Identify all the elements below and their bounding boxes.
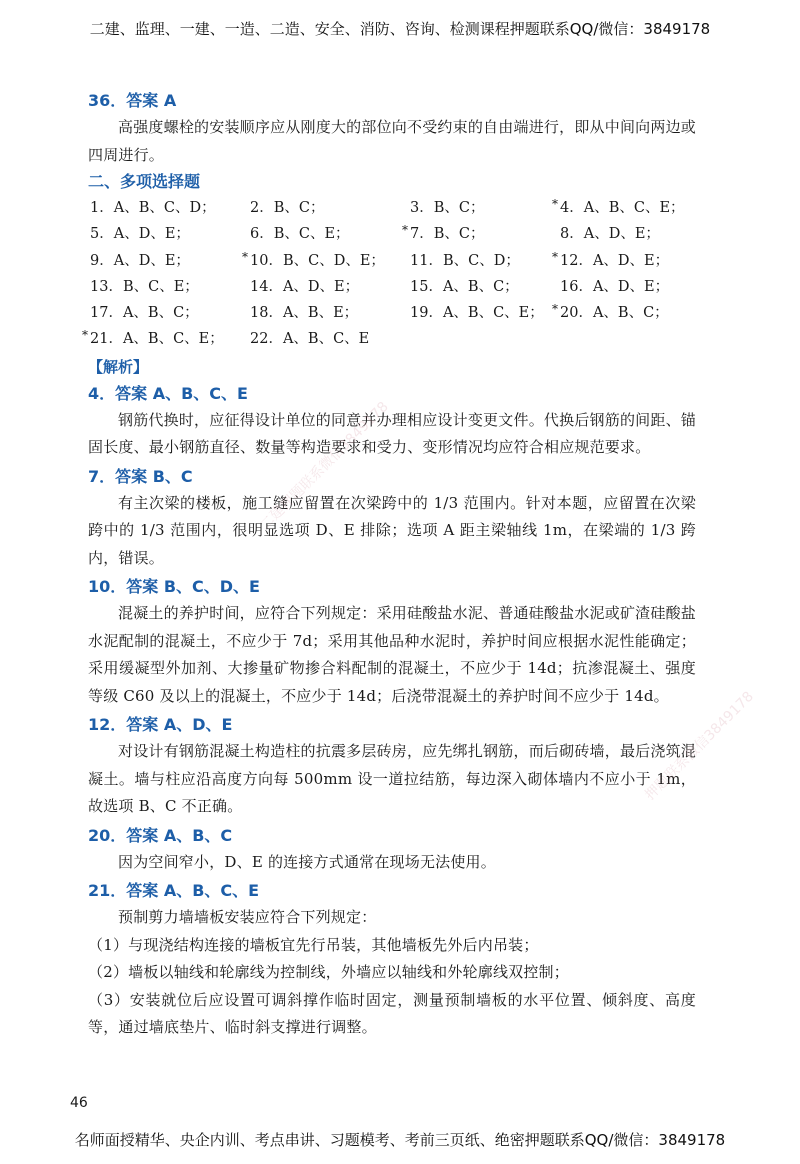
explanation-paragraph: （1）与现浇结构连接的墙板宜先行吊装，其他墙板先外后内吊装； xyxy=(88,935,539,954)
page-number: 46 xyxy=(70,1095,88,1111)
page-content xyxy=(82,90,696,1042)
answer-key-item xyxy=(402,221,558,247)
answer-key-item xyxy=(248,221,408,247)
explanation-heading: 4．答案 A、B、C、E xyxy=(88,383,248,403)
answer-key-text: 10．B、C、D、E； xyxy=(250,252,385,269)
answer-key-item xyxy=(88,221,248,247)
answer-key-item xyxy=(408,248,558,274)
answer-key-text: 15．A、B、C； xyxy=(410,278,519,295)
star-marker: * xyxy=(82,328,88,343)
answer-key-text: 4．A、B、C、E； xyxy=(560,200,685,216)
explanation-block xyxy=(88,825,696,877)
explanation-paragraph: 有主次梁的楼板，施工缝应留置在次梁跨中的 1/3 范围内。针对本题，应留置在次梁跨中的 1/3 范围内，很明显选项 D、E 排除；选项 A 距主梁轴线 1m，在梁端的 1/3 跨内，错误。 xyxy=(88,493,696,567)
answer-key-item xyxy=(88,248,248,274)
answer-key-text: 18．A、B、E； xyxy=(250,305,359,322)
answer-key-text: 12．A、D、E； xyxy=(560,252,670,269)
star-marker: * xyxy=(552,302,558,317)
answer-paragraph: 高强度螺栓的安装顺序应从刚度大的部位向不受约束的自由端进行，即从中间向两边或四周进行。 xyxy=(88,118,696,164)
star-marker: * xyxy=(552,197,558,211)
answer-heading: 36．答案 A xyxy=(88,91,177,110)
explanation-paragraph: 对设计有钢筋混凝土构造柱的抗震多层砖房，应先绑扎钢筋，而后砌砖墙，最后浇筑混凝土。墙与柱应沿高度方向每 500mm 设一道拉结筋，每边深入砌体墙内不应小于 1m，故选项 B、C 不正确。 xyxy=(88,742,696,816)
answer-key-text: 13．B、C、E； xyxy=(90,278,199,295)
answer-key-text: 11．B、C、D； xyxy=(410,252,520,269)
answer-key-item xyxy=(248,326,408,352)
star-marker: * xyxy=(552,249,558,264)
explanation-paragraph: 钢筋代换时，应征得设计单位的同意并办理相应设计变更文件。代换后钢筋的间距、锚固长度、最小钢筋直径、数量等构造要求和受力、变形情况均应符合相应规范要求。 xyxy=(88,410,696,457)
answer-key-text: 14．A、D、E； xyxy=(250,278,360,295)
explanation-heading: 20．答案 A、B、C xyxy=(88,825,233,845)
answer-key-item xyxy=(248,195,408,221)
answer-key-item xyxy=(558,221,696,247)
answer-key-item xyxy=(88,195,248,221)
answer-key-text: 2．B、C； xyxy=(250,200,325,216)
explanation-block xyxy=(88,383,696,462)
answer-key-text: 17．A、B、C； xyxy=(90,305,199,322)
section-title-multiple-choice: 二、多项选择题 xyxy=(88,172,201,191)
answer-key-item xyxy=(552,300,696,326)
explanation-block xyxy=(88,466,696,573)
answer-key-item xyxy=(248,274,408,300)
analysis-label: 【解析】 xyxy=(88,357,149,376)
answer-key-item xyxy=(552,195,696,221)
explanation-paragraph: （3）安装就位后应设置可调斜撑作临时固定，测量预制墙板的水平位置、倾斜度、高度等，通过墙底垫片、临时斜支撑进行调整。 xyxy=(88,990,696,1037)
answer-key-text: 5．A、D、E； xyxy=(90,226,190,243)
watermark: 二建押题联系微信3849178 xyxy=(257,398,392,534)
explanation-heading: 21．答案 A、B、C、E xyxy=(88,881,260,901)
explanation-paragraph: 因为空间窄小，D、E 的连接方式通常在现场无法使用。 xyxy=(118,852,496,871)
answer-key-text: 8．A、D、E； xyxy=(560,226,660,243)
answer-key-item xyxy=(408,274,558,300)
answer-key-text: 19．A、B、C、E； xyxy=(410,305,544,322)
answer-key-item xyxy=(248,300,408,326)
star-marker: * xyxy=(242,249,248,264)
header-banner: 二建、监理、一建、一造、二造、安全、消防、咨询、检测课程押题联系QQ/微信：3849178 xyxy=(89,20,711,38)
star-marker: * xyxy=(402,223,408,238)
explanation-heading: 10．答案 B、C、D、E xyxy=(88,577,260,597)
answer-key-item xyxy=(558,274,696,300)
explanation-block xyxy=(88,576,696,710)
explanation-heading: 12．答案 A、D、E xyxy=(88,715,233,735)
answer-key-item xyxy=(242,248,408,274)
answer-key-item xyxy=(88,300,248,326)
answer-key-item xyxy=(408,195,558,221)
answer-key-item xyxy=(82,326,248,352)
explanation-paragraph: 预制剪力墙墙板安装应符合下列规定： xyxy=(118,908,377,927)
watermark: 押题联系微信3849178 xyxy=(642,688,757,804)
answer-36 xyxy=(88,90,696,169)
explanation-block xyxy=(88,714,696,821)
answer-key-text: 1．A、B、C、D； xyxy=(90,200,216,216)
answer-key-text: 21．A、B、C、E； xyxy=(90,331,224,348)
footer-banner: 名师面授精华、央企内训、考点串讲、习题模考、考前三页纸、绝密押题联系QQ/微信：3849178 xyxy=(74,1131,726,1149)
explanations-list xyxy=(88,383,696,1042)
explanation-heading: 7．答案 B、C xyxy=(88,466,193,486)
explanation-paragraph: （2）墙板以轴线和轮廓线为控制线，外墙应以轴线和外轮廓线双控制； xyxy=(88,963,569,982)
explanation-paragraph: 混凝土的养护时间，应符合下列规定：采用硅酸盐水泥、普通硅酸盐水泥或矿渣硅酸盐水泥配制的混凝土，不应少于 7d；采用其他品种水泥时，养护时间应根据水泥性能确定；采用缓凝型外加剂、大掺量矿物掺合料配制的混凝土，不应少于 14d；抗渗混凝土、强度等级 C60 及以上的混凝土，不应少于 14d；后浇带混凝土的养护时间不应少于 14d。 xyxy=(88,604,696,705)
answer-key-item xyxy=(408,300,558,326)
answer-key-text: 6．B、C、E； xyxy=(250,226,350,243)
answer-key-item xyxy=(552,248,696,274)
answer-key-text: 20．A、B、C； xyxy=(560,305,669,322)
explanation-block xyxy=(88,880,696,1042)
answer-key-item xyxy=(88,274,248,300)
answer-key-text: 7．B、C； xyxy=(410,226,485,243)
answer-key-text: 9．A、D、E； xyxy=(90,252,190,269)
answer-key-grid xyxy=(82,195,696,353)
answer-key-text: 16．A、D、E； xyxy=(560,278,670,295)
answer-key-text: 22．A、B、C、E xyxy=(250,331,370,348)
answer-key-text: 3．B、C； xyxy=(410,200,485,216)
